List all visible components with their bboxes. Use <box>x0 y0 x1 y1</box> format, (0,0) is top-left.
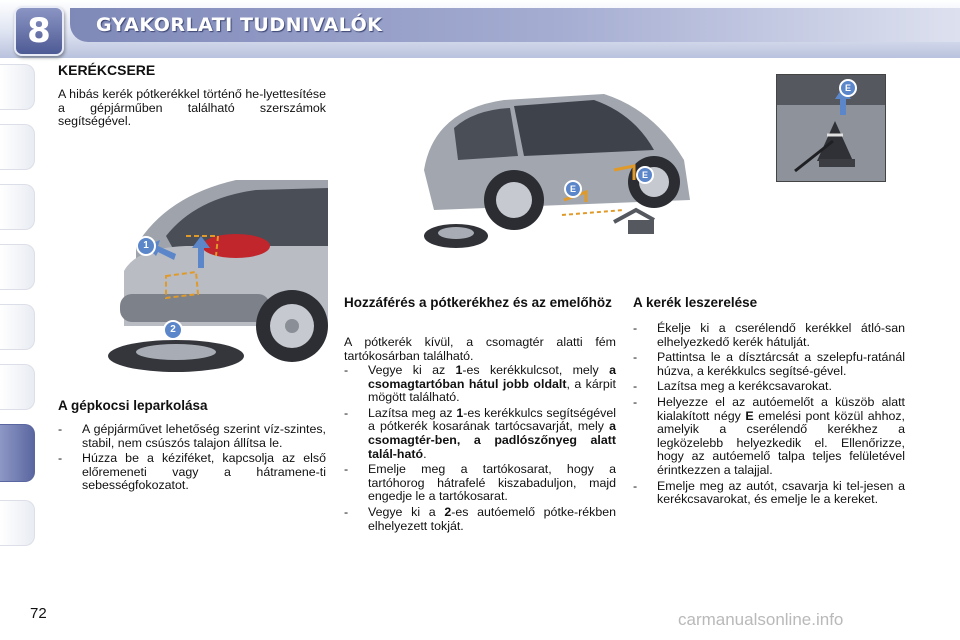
page-number: 72 <box>30 605 47 622</box>
watermark: carmanualsonline.info <box>678 610 844 629</box>
list-item: - A gépjárművet lehetőség szerint víz-szintes, stabil, nem csúszós talajon állítsa le. <box>58 422 326 450</box>
jack-detail-illustration <box>776 74 886 182</box>
jack-point-e-detail: E <box>839 79 857 97</box>
parking-step-1: A gépjárművet lehetőség szerint víz-szintes, stabil, nem csúszós talajon állítsa le. <box>82 422 326 450</box>
chapter-tab-6[interactable] <box>0 364 35 410</box>
intro-text: A hibás kerék pótkerékkel történő he-lyettesítése a gépjárműben található szerszámok segítségével. <box>58 87 326 129</box>
chapter-title: GYAKORLATI TUDNIVALÓK <box>96 14 383 36</box>
chapter-side-tabs <box>0 60 40 580</box>
side-car-illustration <box>414 70 694 260</box>
list-item: - Lazítsa meg a kerékcsavarokat. <box>633 379 832 394</box>
chapter-tab-5[interactable] <box>0 304 35 350</box>
rear-car-illustration <box>106 176 328 376</box>
chapter-number-badge: 8 <box>14 6 64 56</box>
list-item: - Húzza be a kéziféket, kapcsolja az első előremeneti vagy a hátramene-ti sebességfokozatot. <box>58 451 326 493</box>
section-title-removal: A kerék leszerelése <box>633 295 758 310</box>
jack-point-e-rear: E <box>564 180 582 198</box>
chapter-tab-4[interactable] <box>0 244 35 290</box>
section-title-access: Hozzáférés a pótkerékhez és az emelőhöz <box>344 295 612 310</box>
marker-2: 2 <box>163 320 183 340</box>
list-item: - Pattintsa le a dísztárcsát a szelepfu-ratánál húzva, a kerékkulcs segítsé-gével. <box>633 350 905 378</box>
chapter-tab-3[interactable] <box>0 184 35 230</box>
list-item: - Vegye ki a 2-es autóemelő pótke-rékben elhelyezett tokját. <box>344 504 616 533</box>
jack-point-e-front: E <box>636 166 654 184</box>
list-item: - Vegye ki az 1-es kerékkulcsot, mely a csomagtartóban hátul jobb oldalt, a kárpit mögött található. <box>344 363 616 405</box>
parking-steps <box>58 423 326 495</box>
list-item: - Ékelje ki a cserélendő kerékkel átló-san elhelyezkedő kerék hátulját. <box>633 321 905 349</box>
list-item: - Helyezze el az autóemelőt a küszöb alatt kialakított négy E emelési pont közül ahhoz, amelyik a cserélendő kerékhez a legközelebb helyezkedik el. Ellenőrizze, hogy az autóemelő talpa teljes felületével érintkezzen a talajjal. <box>633 394 905 477</box>
access-intro-text: A pótkerék kívül, a csomagtér alatti fém tartókosárban található. <box>344 335 616 363</box>
marker-1: 1 <box>136 236 156 256</box>
removal-steps <box>633 322 905 509</box>
chapter-tab-8-active[interactable] <box>0 424 35 482</box>
section-title-wheel-change: KERÉKCSERE <box>58 62 156 78</box>
chapter-tab-2[interactable] <box>0 124 35 170</box>
access-steps <box>344 364 616 535</box>
list-item: - Lazítsa meg az 1-es kerékkulcs segítségével a pótkerék kosarának tartócsavarját, mely a csomagtér-ben, a padlószőnyeg alatt talál-ható. <box>344 405 616 461</box>
section-title-parking: A gépkocsi leparkolása <box>58 398 208 413</box>
chapter-tab-9[interactable] <box>0 500 35 546</box>
page-header <box>0 0 960 58</box>
list-item: - Emelje meg a tartókosarat, hogy a tartóhorog hátrafelé kiszabaduljon, majd engedje le a tartókosarat. <box>344 462 616 504</box>
chapter-tab-1[interactable] <box>0 64 35 110</box>
parking-step-2: Húzza be a kéziféket, kapcsolja az első előremeneti vagy a hátramene-ti sebességfokozatot. <box>82 451 326 493</box>
list-item: - Emelje meg az autót, csavarja ki tel-jesen a kerékcsavarokat, és emelje le a kereket. <box>633 478 905 507</box>
